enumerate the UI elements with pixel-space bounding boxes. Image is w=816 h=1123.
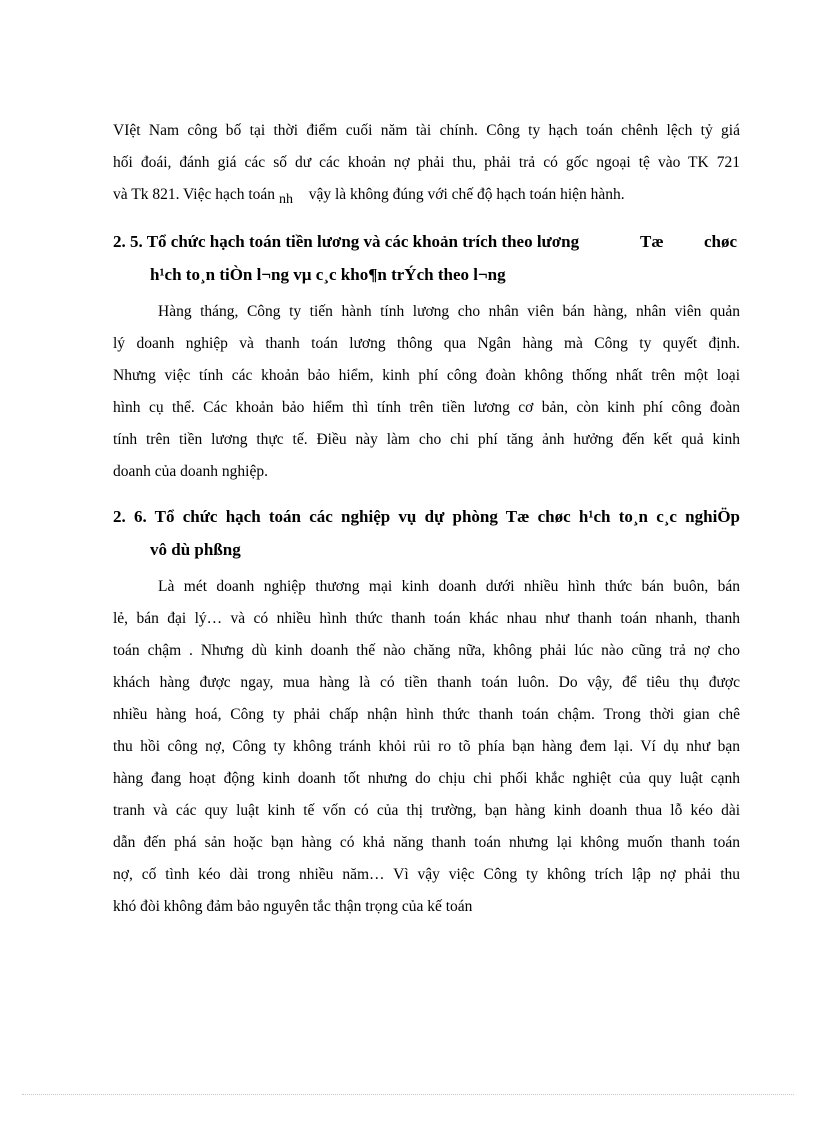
section-2-6-line-9: dẫn đến phá sản hoặc bạn hàng có khả năng thanh toán nhưng lại không muốn thanh toán — [113, 834, 740, 851]
intro-line-3-post: vậy là không đúng với chế độ hạch toán hiện hành. — [308, 186, 625, 203]
section-2-5-line-2: lý doanh nghiệp và thanh toán lương thông qua Ngân hàng mà Công ty quyết định. — [113, 335, 740, 352]
section-2-5-line-6: doanh của doanh nghiệp. — [113, 463, 268, 480]
section-2-6-line-5: nhiều hàng hoá, Công ty phải chấp nhận hình thức thanh toán chậm. Trong thời gian chê — [113, 706, 740, 723]
section-2-5-line-4: hình cụ thể. Các khoản bảo hiểm thì tính trên tiền lương cơ bản, còn kinh phí công đoàn — [113, 399, 740, 416]
section-2-6-line-7: hàng đang hoạt động kinh doanh tốt nhưng do chịu chi phối khắc nghiệt của quy luật cạnh — [113, 770, 740, 787]
section-2-5-heading-tail-2: chøc — [704, 232, 738, 251]
section-2-5-line-1: Hàng tháng, Công ty tiến hành tính lương cho nhân viên bán hàng, nhân viên quản — [158, 303, 740, 320]
section-2-5-heading-main: 2. 5. Tổ chức hạch toán tiền lương và các khoản trích theo lương — [113, 232, 580, 251]
section-2-6-line-11: khó đòi không đảm bảo nguyên tắc thận trọng của kế toán — [113, 898, 473, 915]
section-2-6-line-1: Là mét doanh nghiệp thương mại kinh doanh dưới nhiều hình thức bán buôn, bán — [158, 578, 740, 595]
intro-line-3-sub: nh — [278, 192, 293, 207]
section-2-5-line-3: Nhưng việc tính các khoản bảo hiểm, kinh phí công đoàn không thống nhất trên một loại — [113, 367, 740, 384]
section-2-5-heading-line-2: h¹ch to¸n tiÒn l¬ng vµ c¸c kho¶n trÝch theo l¬ng — [150, 265, 506, 284]
intro-line-3-pre: và Tk 821. Việc hạch toán — [113, 186, 276, 203]
section-2-6-line-4: khách hàng được ngay, mua hàng là có tiền thanh toán luôn. Do vậy, để tiêu thụ được — [113, 674, 740, 691]
section-2-6-line-6: thu hồi công nợ, Công ty không tránh khỏi rủi ro tõ phía bạn hàng đem lại. Ví dụ như bạn — [113, 738, 740, 755]
section-2-6-line-2: lẻ, bán đại lý… và có nhiều hình thức thanh toán khác nhau như thanh toán nhanh, thanh — [113, 610, 740, 627]
section-2-6-heading-line-2: vô dù phßng — [150, 540, 241, 559]
intro-line-2: hối đoái, đánh giá các số dư các khoản nợ phải thu, phải trả có gốc ngoại tệ vào TK 721 — [113, 154, 740, 171]
section-2-5-heading-tail-1: Tæ — [640, 232, 664, 251]
section-2-6-line-3: toán chậm . Nhưng dù kinh doanh thế nào chăng nữa, không phải lúc nào cũng trả nợ cho — [113, 642, 740, 659]
intro-line-3 — [113, 185, 625, 206]
section-2-5-line-5: tính trên tiền lương thực tế. Điều này làm cho chi phí tăng ảnh hưởng đến kết quả kinh — [113, 431, 740, 448]
section-2-6-line-8: tranh và các quy luật kinh tế vốn có của thị trường, bạn hàng kinh doanh thua lỗ kéo dài — [113, 802, 740, 819]
section-2-5-heading-line-1 — [113, 231, 579, 253]
page-bottom-rule — [22, 1094, 794, 1095]
section-2-6-line-10: nợ, cố tình kéo dài trong nhiều năm… Vì vậy việc Công ty không trích lập nợ phải thu — [113, 866, 740, 883]
section-2-6-heading-line-1: 2. 6. Tổ chức hạch toán các nghiệp vụ dự phòng Tæ chøc h¹ch to¸n c¸c nghiÖp — [113, 507, 740, 526]
intro-line-1: VIệt Nam công bố tại thời điểm cuối năm tài chính. Công ty hạch toán chênh lệch tỷ giá — [113, 122, 740, 139]
